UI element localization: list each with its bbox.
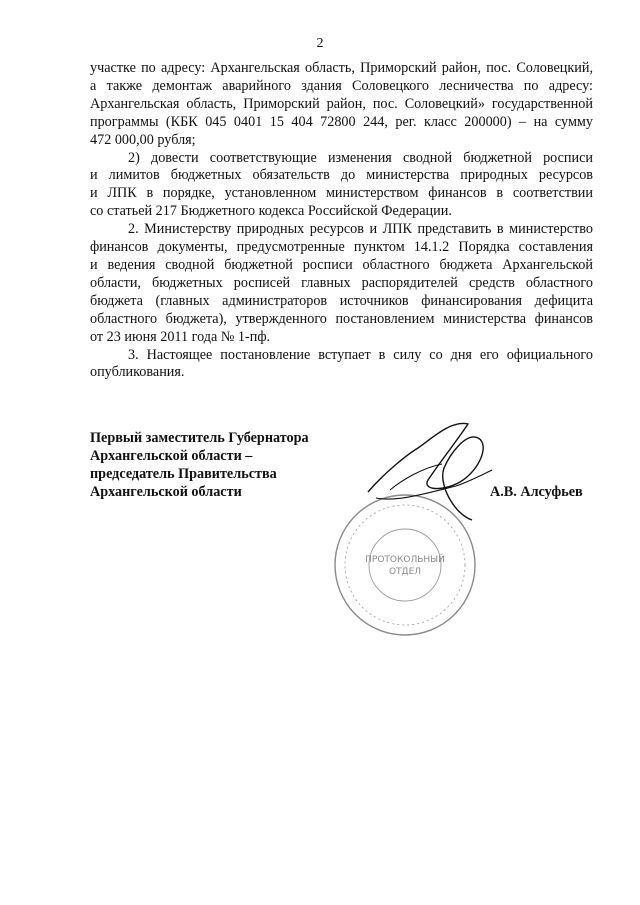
text-line: финансов документы, предусмотренные пунктом 14.1.2 Порядка составления xyxy=(90,239,593,256)
page-number: 2 xyxy=(316,36,324,51)
paragraph-2 xyxy=(90,150,593,222)
text-line: 2) довести соответствующие изменения сводной бюджетной росписи xyxy=(128,149,593,166)
handwritten-signature xyxy=(330,410,530,530)
signer-title-line: Первый заместитель Губернатора xyxy=(90,430,309,446)
text-line: со статьей 217 Бюджетного кодекса Российской Федерации. xyxy=(90,203,452,220)
text-line: от 23 июня 2011 года № 1-пф. xyxy=(90,328,271,345)
signer-title-line: председатель Правительства xyxy=(90,465,277,482)
seal-text: ОТДЕЛ xyxy=(388,567,422,577)
signer-title-line: Архангельской области – xyxy=(90,447,253,464)
text-line: и ЛПК в порядке, установленном министерством финансов в соответствии xyxy=(90,185,593,202)
signer-title-line: Архангельской области xyxy=(90,483,242,500)
text-line: областного бюджета), утвержденного постановлением министерства финансов xyxy=(90,310,593,327)
seal-text: ПРОТОКОЛЬНЫЙ xyxy=(365,555,445,565)
paragraph-3 xyxy=(90,221,593,346)
text-line: 472 000,00 рубля; xyxy=(90,131,196,148)
text-line: 3. Настоящее постановление вступает в силу со дня его официального xyxy=(128,346,593,363)
paragraph-4 xyxy=(90,347,593,383)
paragraph-1 xyxy=(90,60,593,150)
text-line: программы (КБК 045 0401 15 404 72800 244, рег. класс 200000) – на сумму xyxy=(90,113,593,130)
text-line: а также демонтаж аварийного здания Соловецкого лесничества по адресу: xyxy=(90,77,593,94)
text-line: и ведения сводной бюджетной росписи областного бюджета Архангельской xyxy=(90,256,593,273)
text-line: участке по адресу: Архангельская область, Приморский район, пос. Соловецкий, xyxy=(90,60,593,76)
document-body xyxy=(90,60,593,382)
text-line: 2. Министерству природных ресурсов и ЛПК представить в министерство xyxy=(128,221,593,238)
signer-name: А.В. Алсуфьев xyxy=(490,484,583,500)
text-line: бюджета (главных администраторов источников финансирования дефицита xyxy=(90,292,593,309)
text-line: области, бюджетных росписей главных распорядителей средств областного xyxy=(90,274,593,291)
text-line: и лимитов бюджетных обязательств до министерства природных ресурсов xyxy=(90,167,593,184)
text-line: опубликования. xyxy=(90,364,185,381)
text-line: Архангельская область, Приморский район, пос. Соловецкий» государственной xyxy=(90,95,593,112)
